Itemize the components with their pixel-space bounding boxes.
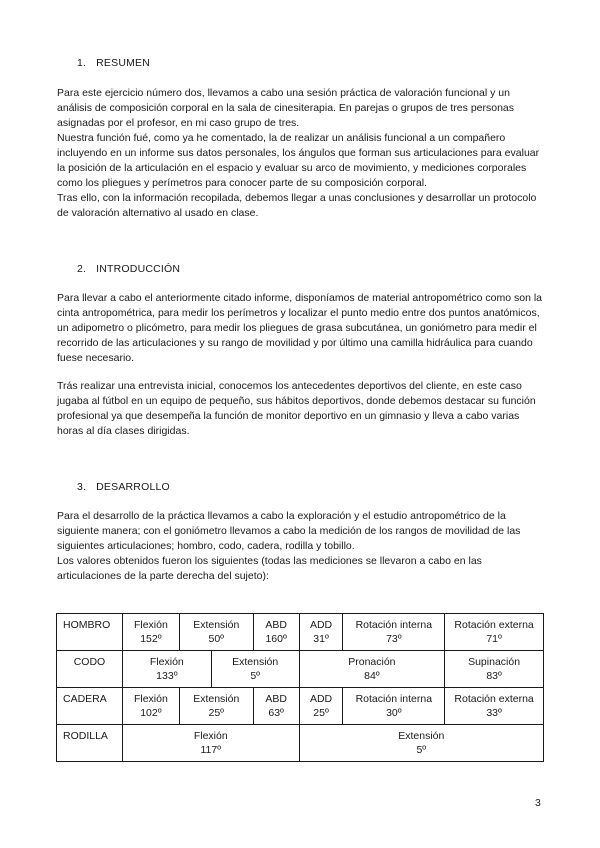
measure-label: Flexión <box>149 656 184 668</box>
introduccion-paragraph-2: Trás realizar una entrevista inicial, conocemos los antecedentes deportivos del cliente, en este caso jugaba al fútbol en un equipo de pequeño, sus hábitos deportivos, donde debemos destacar su función profesional ya que desempeña la función de monitor deportivo en un gimnasio y lleva a cabo varias horas al día clases dirigidas. <box>57 380 536 437</box>
measure-label: Extensión <box>193 693 240 705</box>
measure-cell <box>179 688 253 725</box>
measure-cell <box>253 688 299 725</box>
measure-label: Flexión <box>133 693 168 705</box>
measure-label: Rotación externa <box>454 619 534 631</box>
measure-value: 133º <box>156 670 178 682</box>
measure-cell <box>445 651 544 688</box>
measure-cell <box>211 651 299 688</box>
measure-cell <box>343 688 445 725</box>
measure-cell <box>122 651 211 688</box>
measure-label: Rotación interna <box>355 619 433 631</box>
measure-cell <box>299 614 343 651</box>
section-number: 2. <box>77 263 87 275</box>
measure-cell <box>445 688 544 725</box>
section-heading-resumen <box>77 57 150 69</box>
table-row-rodilla <box>57 725 544 762</box>
measure-label: Rotación externa <box>454 693 534 705</box>
measure-value: 33º <box>486 707 502 719</box>
measure-value: 63º <box>268 707 284 719</box>
measure-label: Flexión <box>133 619 168 631</box>
measure-label: ADD <box>309 619 333 631</box>
measure-cell <box>343 614 445 651</box>
measure-label: Pronación <box>348 656 396 668</box>
measure-label: Rotación interna <box>355 693 433 705</box>
measure-cell <box>122 614 179 651</box>
section-heading-introduccion <box>77 263 180 275</box>
measure-label: ADD <box>309 693 333 705</box>
measure-value: 30º <box>386 707 402 719</box>
table-row-codo <box>57 651 544 688</box>
measure-cell <box>122 725 299 762</box>
measure-value: 31º <box>313 633 329 645</box>
measure-value: 25º <box>208 707 225 719</box>
joint-label: RODILLA <box>57 725 123 762</box>
measure-label: Supinación <box>468 656 521 668</box>
measure-label: Flexión <box>193 730 228 742</box>
measure-value: 152º <box>140 633 162 645</box>
measure-cell <box>253 614 299 651</box>
measure-value: 160º <box>265 633 287 645</box>
section-number: 1. <box>77 57 87 69</box>
section-title: RESUMEN <box>96 57 151 69</box>
joint-label: CODO <box>57 651 123 688</box>
measure-value: 50º <box>208 633 225 645</box>
measure-value: 102º <box>140 707 162 719</box>
resumen-paragraph: Para este ejercicio número dos, llevamos a cabo una sesión práctica de valoración funcional y un análisis de composición corporal en la sala de cinesiterapia. En parejas o grupos de tres personas asignadas por el profesor, en mi caso grupo de tres. Nuestra función fué, como ya he comentado, la de realizar un análisis funcional a un compañero incluyendo en un informe sus datos personales, los ángulos que forman sus articulaciones para evaluar la posición de la articulación en el espacio y evaluar su arco de movimiento, y mediciones corporales como los pliegues y perímetros para conocer parte de su composición corporal. Tras ello, con la información recopilada, debemos llegar a unas conclusiones y desarrollar un protocolo de valoración alternativo al usado en clase. <box>57 87 540 219</box>
page-number: 3 <box>535 797 541 809</box>
section-number: 3. <box>77 481 87 493</box>
measure-value: 117º <box>200 744 222 756</box>
goniometry-table <box>56 613 544 762</box>
measure-cell <box>299 688 343 725</box>
desarrollo-paragraph: Para el desarrollo de la práctica llevamos a cabo la exploración y el estudio antropométrico de la siguiente manera; con el goniómetro llevamos a cabo la medición de los rangos de movilidad de las siguientes articulaciones; hombro, codo, cadera, rodilla y tobillo. Los valores obtenidos fueron los siguientes (todas las mediciones se llevaron a cabo en las articulaciones de la parte derecha del sujeto): <box>57 510 521 582</box>
measure-label: ABD <box>265 693 287 705</box>
measure-value: 84º <box>364 670 380 682</box>
measure-cell <box>179 614 253 651</box>
measure-cell <box>122 688 179 725</box>
measure-value: 25º <box>313 707 329 719</box>
joint-label: CADERA <box>57 688 123 725</box>
measure-value: 83º <box>486 670 502 682</box>
section-heading-desarrollo <box>77 481 170 493</box>
measure-label: Extensión <box>232 656 279 668</box>
measure-value: 71º <box>486 633 502 645</box>
table-row-hombro <box>57 614 544 651</box>
joint-label: HOMBRO <box>57 614 123 651</box>
measure-cell <box>299 725 543 762</box>
measure-value: 5º <box>250 670 261 682</box>
measure-value: 73º <box>386 633 402 645</box>
measure-label: Extensión <box>398 730 445 742</box>
table-row-cadera <box>57 688 544 725</box>
measure-cell <box>299 651 445 688</box>
measure-cell <box>445 614 544 651</box>
section-title: DESARROLLO <box>96 481 170 493</box>
measure-label: Extensión <box>193 619 240 631</box>
measure-value: 5º <box>416 744 427 756</box>
introduccion-paragraph-1: Para llevar a cabo el anteriormente citado informe, disponíamos de material antropométrico como son la cinta antropométrica, para medir los perímetros y localizar el punto medio entre dos puntos anatómicos, un adipometro o plicómetro, para medir los pliegues de grasa subcutánea, un goniómetro para medir el recorrido de las articulaciones y su rango de movilidad y por último una camilla hidráulica para cuando fuese necesario. <box>57 292 542 364</box>
section-title: INTRODUCCIÓN <box>96 263 181 275</box>
measure-label: ABD <box>265 619 287 631</box>
